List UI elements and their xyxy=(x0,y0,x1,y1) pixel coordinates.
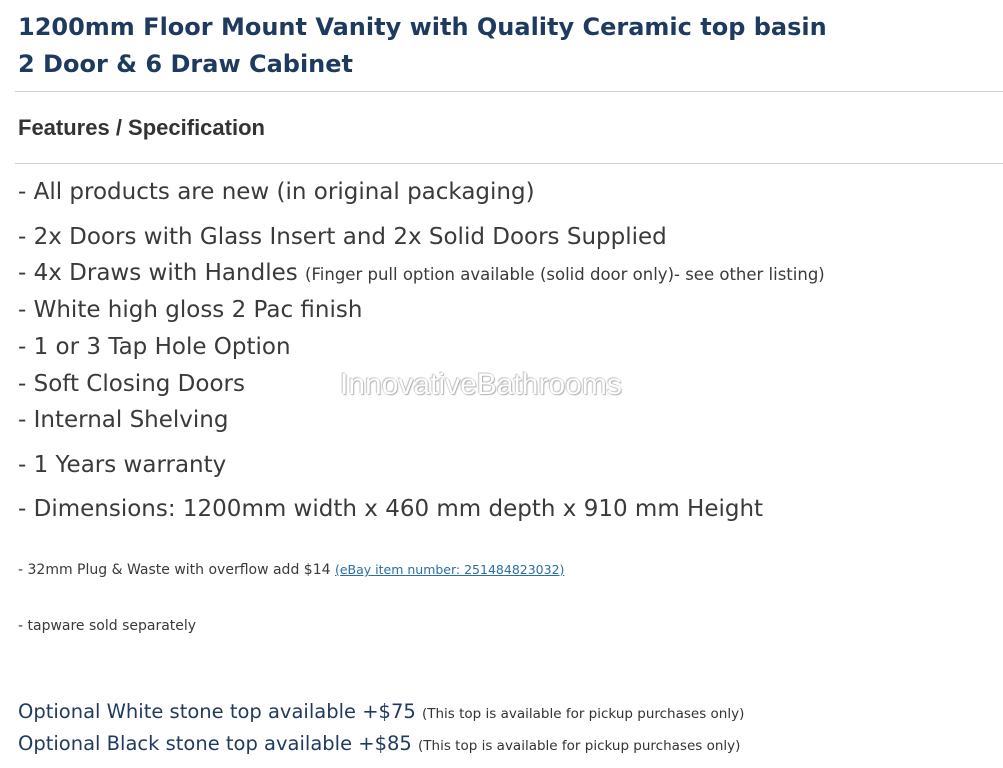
extra-item-text: - 32mm Plug & Waste with overflow add $14 xyxy=(18,562,335,578)
extra-item-text: - tapware sold separately xyxy=(18,618,197,634)
feature-item-text: - White high gloss 2 Pac finish xyxy=(18,297,363,323)
option-note: (This top is available for pickup purchases only) xyxy=(418,738,741,754)
ebay-item-link[interactable]: (eBay item number: 251484823032) xyxy=(334,562,565,577)
feature-item-text: - 1 or 3 Tap Hole Option xyxy=(18,334,291,360)
feature-item xyxy=(18,369,245,399)
page-title-line-1: 1200mm Floor Mount Vanity with Quality Ceramic top basin xyxy=(18,13,827,41)
feature-item xyxy=(18,258,825,290)
feature-item xyxy=(18,494,763,524)
features-heading: Features / Specification xyxy=(18,115,265,140)
features-divider xyxy=(15,163,1003,164)
feature-item-text: - Dimensions: 1200mm width x 460 mm depth x 910 mm Height xyxy=(18,496,764,522)
extra-item xyxy=(18,616,196,636)
option-text: Optional White stone top available +$75 xyxy=(18,700,422,723)
feature-item-text: - 2x Doors with Glass Insert and 2x Solid Doors Supplied xyxy=(18,224,667,250)
feature-item xyxy=(18,222,667,252)
feature-item-text: - All products are new (in original packaging) xyxy=(18,179,535,205)
feature-item xyxy=(18,450,226,480)
feature-item-text: - Soft Closing Doors xyxy=(18,371,245,397)
feature-item-text: - 1 Years warranty xyxy=(18,452,227,478)
feature-item-text: - Internal Shelving xyxy=(18,407,229,433)
extra-item xyxy=(18,560,564,580)
page-title-line-2: 2 Door & 6 Draw Cabinet xyxy=(18,50,354,78)
watermark-logo: InnovativeBathrooms xyxy=(340,368,622,401)
title-divider xyxy=(15,91,1003,92)
option-black-stone xyxy=(18,731,740,759)
feature-item-text: - 4x Draws with Handles xyxy=(18,260,306,286)
feature-item xyxy=(18,332,291,362)
option-text: Optional Black stone top available +$85 xyxy=(18,732,419,755)
feature-item xyxy=(18,295,362,325)
feature-item-note: (Finger pull option available (solid door only)- see other listing) xyxy=(305,265,825,284)
feature-item xyxy=(18,405,228,435)
option-note: (This top is available for pickup purchases only) xyxy=(421,706,745,722)
feature-item xyxy=(18,177,535,207)
option-white-stone xyxy=(18,699,744,727)
